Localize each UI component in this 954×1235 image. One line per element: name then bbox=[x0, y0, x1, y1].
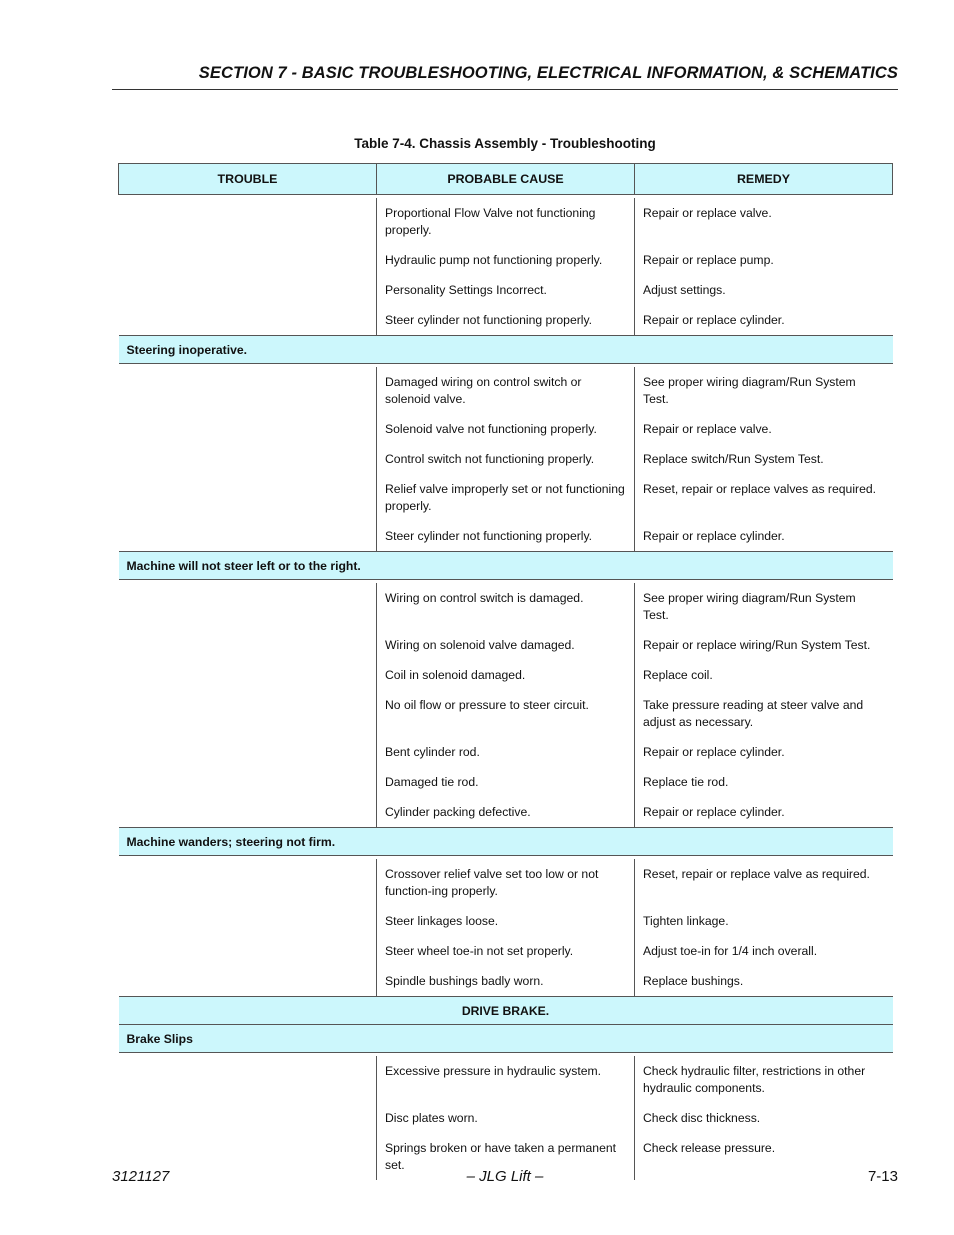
footer-brand: – JLG Lift – bbox=[466, 1168, 544, 1185]
trouble-cell bbox=[119, 936, 377, 966]
header-divider bbox=[112, 89, 898, 90]
table-row bbox=[119, 630, 893, 660]
table-row bbox=[119, 521, 893, 552]
table-row bbox=[119, 767, 893, 797]
trouble-cell bbox=[119, 198, 377, 245]
remedy-cell: Check release pressure. bbox=[643, 1141, 776, 1155]
page-number: 7-13 bbox=[867, 1168, 898, 1185]
trouble-heading bbox=[119, 336, 893, 364]
remedy-cell: Replace tie rod. bbox=[643, 775, 729, 789]
document-number: 3121127 bbox=[112, 1168, 170, 1185]
remedy-cell: Replace bushings. bbox=[643, 974, 744, 988]
table-row bbox=[119, 414, 893, 444]
column-header-remedy: REMEDY bbox=[635, 164, 893, 195]
trouble-cell bbox=[119, 906, 377, 936]
trouble-cell bbox=[119, 474, 377, 521]
remedy-cell: Adjust toe-in for 1/4 inch overall. bbox=[643, 944, 818, 958]
remedy-cell: See proper wiring diagram/Run System Test. bbox=[643, 375, 856, 406]
probable-cause-cell: Hydraulic pump not functioning properly. bbox=[377, 245, 635, 275]
remedy-cell: Repair or replace cylinder. bbox=[643, 529, 785, 543]
section-title: SECTION 7 - BASIC TROUBLESHOOTING, ELECTRICAL INFORMATION, & SCHEMATICS bbox=[198, 64, 898, 82]
subsection-heading-label: DRIVE BRAKE. bbox=[119, 997, 893, 1025]
trouble-cell bbox=[119, 797, 377, 828]
trouble-cell bbox=[119, 414, 377, 444]
trouble-cell bbox=[119, 367, 377, 414]
trouble-cell bbox=[119, 1103, 377, 1133]
table-row bbox=[119, 797, 893, 828]
probable-cause-cell: Coil in solenoid damaged. bbox=[377, 660, 635, 690]
table-row bbox=[119, 737, 893, 767]
trouble-heading-label: Steering inoperative. bbox=[119, 336, 893, 364]
table-row bbox=[119, 859, 893, 906]
table-row bbox=[119, 660, 893, 690]
trouble-cell bbox=[119, 583, 377, 630]
probable-cause-cell: Excessive pressure in hydraulic system. bbox=[377, 1056, 635, 1103]
probable-cause-cell: Relief valve improperly set or not functioning properly. bbox=[377, 474, 635, 521]
probable-cause-cell: Crossover relief valve set too low or not function-ing properly. bbox=[377, 859, 635, 906]
probable-cause-cell: Bent cylinder rod. bbox=[377, 737, 635, 767]
table-row bbox=[119, 444, 893, 474]
remedy-cell: Check hydraulic filter, restrictions in other hydraulic components. bbox=[643, 1064, 866, 1095]
trouble-cell bbox=[119, 966, 377, 997]
remedy-cell: Take pressure reading at steer valve and adjust as necessary. bbox=[643, 698, 864, 729]
table-row bbox=[119, 367, 893, 414]
remedy-cell: Reset, repair or replace valve as required. bbox=[643, 867, 870, 881]
table-row bbox=[119, 474, 893, 521]
probable-cause-cell: Damaged wiring on control switch or solenoid valve. bbox=[377, 367, 635, 414]
table-title: Table 7-4. Chassis Assembly - Troubleshooting bbox=[354, 136, 656, 151]
probable-cause-cell: Steer cylinder not functioning properly. bbox=[377, 521, 635, 552]
trouble-cell bbox=[119, 521, 377, 552]
trouble-cell bbox=[119, 1056, 377, 1103]
table-row bbox=[119, 1056, 893, 1103]
trouble-heading-label: Machine wanders; steering not firm. bbox=[119, 828, 893, 856]
remedy-cell: Repair or replace cylinder. bbox=[643, 805, 785, 819]
column-header-probable-cause: PROBABLE CAUSE bbox=[377, 164, 635, 195]
probable-cause-cell: No oil flow or pressure to steer circuit. bbox=[377, 690, 635, 737]
trouble-cell bbox=[119, 630, 377, 660]
trouble-cell bbox=[119, 444, 377, 474]
probable-cause-cell: Disc plates worn. bbox=[377, 1103, 635, 1133]
remedy-cell: Adjust settings. bbox=[643, 283, 726, 297]
trouble-cell bbox=[119, 660, 377, 690]
table-row bbox=[119, 198, 893, 245]
table-row bbox=[119, 245, 893, 275]
remedy-cell: See proper wiring diagram/Run System Test. bbox=[643, 591, 856, 622]
table-row bbox=[119, 906, 893, 936]
subsection-heading bbox=[119, 997, 893, 1025]
probable-cause-cell: Damaged tie rod. bbox=[377, 767, 635, 797]
probable-cause-cell: Wiring on solenoid valve damaged. bbox=[377, 630, 635, 660]
table-body bbox=[119, 195, 893, 1181]
remedy-cell: Tighten linkage. bbox=[643, 914, 729, 928]
trouble-cell bbox=[119, 737, 377, 767]
trouble-cell bbox=[119, 767, 377, 797]
table-row bbox=[119, 1103, 893, 1133]
table-row bbox=[119, 936, 893, 966]
trouble-heading-label: Brake Slips bbox=[119, 1025, 893, 1053]
remedy-cell: Repair or replace cylinder. bbox=[643, 745, 785, 759]
column-header-trouble: TROUBLE bbox=[119, 164, 377, 195]
probable-cause-cell: Steer wheel toe-in not set properly. bbox=[377, 936, 635, 966]
probable-cause-cell: Personality Settings Incorrect. bbox=[377, 275, 635, 305]
probable-cause-cell: Spindle bushings badly worn. bbox=[377, 966, 635, 997]
remedy-cell: Repair or replace valve. bbox=[643, 422, 772, 436]
trouble-cell bbox=[119, 275, 377, 305]
trouble-heading bbox=[119, 1025, 893, 1053]
remedy-cell: Repair or replace cylinder. bbox=[643, 313, 785, 327]
probable-cause-cell: Springs broken or have taken a permanent set. bbox=[377, 1133, 635, 1180]
probable-cause-cell: Cylinder packing defective. bbox=[377, 797, 635, 828]
trouble-cell bbox=[119, 305, 377, 336]
probable-cause-cell: Proportional Flow Valve not functioning properly. bbox=[377, 198, 635, 245]
table-row bbox=[119, 966, 893, 997]
table-row bbox=[119, 690, 893, 737]
remedy-cell: Replace coil. bbox=[643, 668, 713, 682]
probable-cause-cell: Steer cylinder not functioning properly. bbox=[377, 305, 635, 336]
probable-cause-cell: Wiring on control switch is damaged. bbox=[377, 583, 635, 630]
table-row bbox=[119, 275, 893, 305]
troubleshooting-table bbox=[118, 163, 893, 1180]
trouble-cell bbox=[119, 859, 377, 906]
probable-cause-cell: Solenoid valve not functioning properly. bbox=[377, 414, 635, 444]
trouble-cell bbox=[119, 690, 377, 737]
remedy-cell: Replace switch/Run System Test. bbox=[643, 452, 824, 466]
remedy-cell: Repair or replace wiring/Run System Test. bbox=[643, 638, 871, 652]
trouble-heading bbox=[119, 828, 893, 856]
trouble-cell bbox=[119, 245, 377, 275]
remedy-cell: Repair or replace valve. bbox=[643, 206, 772, 220]
trouble-heading-label: Machine will not steer left or to the right. bbox=[119, 552, 893, 580]
remedy-cell: Repair or replace pump. bbox=[643, 253, 774, 267]
trouble-heading bbox=[119, 552, 893, 580]
table-row bbox=[119, 305, 893, 336]
remedy-cell: Check disc thickness. bbox=[643, 1111, 761, 1125]
table-header-row bbox=[119, 164, 893, 195]
remedy-cell: Reset, repair or replace valves as required. bbox=[643, 482, 877, 496]
probable-cause-cell: Control switch not functioning properly. bbox=[377, 444, 635, 474]
probable-cause-cell: Steer linkages loose. bbox=[377, 906, 635, 936]
table-row bbox=[119, 583, 893, 630]
